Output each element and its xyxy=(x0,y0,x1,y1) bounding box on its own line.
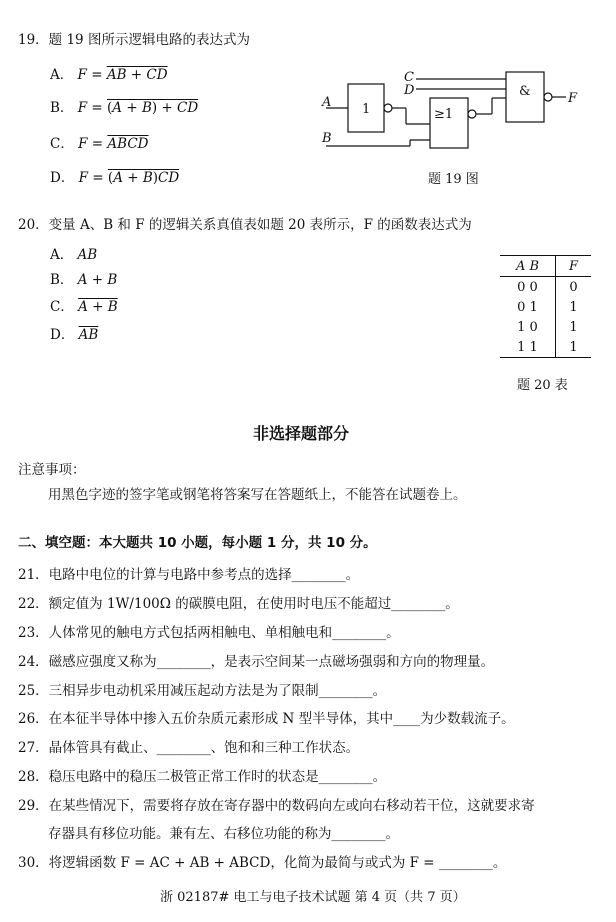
q20-truth-table xyxy=(500,255,591,358)
output-f-label: F xyxy=(568,91,578,106)
part2-heading: 二、填空题：本大题共 10 小题，每小题 1 分，共 10 分。 xyxy=(18,535,377,551)
cell: 1 0 xyxy=(500,317,556,337)
input-b-label: B xyxy=(322,131,332,146)
input-c-label: C xyxy=(404,70,414,85)
cell: 1 xyxy=(569,319,578,335)
table-row xyxy=(500,317,591,337)
question-22: 22．额定值为 1W/100Ω 的碳膜电阻，在使用时电压不能超过________。 xyxy=(18,596,459,612)
input-a-label: A xyxy=(322,95,332,110)
table-row xyxy=(500,297,591,317)
question-30: 30．将逻辑函数 F = AC + AB + ABCD，化简为最简与或式为 F = ________。 xyxy=(18,855,507,871)
table-row xyxy=(500,337,591,358)
header-ab: A B xyxy=(500,256,556,277)
cell: 0 0 xyxy=(500,277,556,298)
option-label: A． xyxy=(50,67,74,83)
option-label: C． xyxy=(50,136,74,152)
q20-table-caption: 题 20 表 xyxy=(517,378,568,393)
q20-stem: 20．变量 A、B 和 F 的逻辑关系真值表如题 20 表所示，F 的函数表达式为 xyxy=(18,217,472,233)
or-gate xyxy=(430,98,468,148)
option-expr: A + B xyxy=(77,272,118,288)
q19-stem: 19．题 19 图所示逻辑电路的表达式为 xyxy=(18,32,250,48)
q20-option-c xyxy=(50,295,118,315)
table-row xyxy=(500,277,591,298)
q19-option-d: D． F = (A + B)CD xyxy=(50,170,180,186)
option-label: C． xyxy=(50,299,74,315)
q19-option-c: C． F = ABCD xyxy=(50,136,149,152)
and-gate-symbol: & xyxy=(519,84,531,99)
question-25: 25．三相异步电动机采用减压起动方法是为了限制________。 xyxy=(18,683,387,699)
q20-option-b xyxy=(50,268,117,288)
and-gate-bubble xyxy=(544,93,552,101)
option-label: A． xyxy=(50,247,74,263)
notice-title: 注意事项： xyxy=(18,462,86,478)
q20-option-d xyxy=(50,323,98,343)
cell: 0 xyxy=(569,279,578,295)
question-27: 27．晶体管具有截止、________、饱和和三种工作状态。 xyxy=(18,740,360,756)
not-gate-bubble xyxy=(384,104,392,112)
option-label: B． xyxy=(50,100,74,116)
option-label: D． xyxy=(50,327,75,343)
cell: 1 1 xyxy=(500,337,556,358)
cell: 1 xyxy=(556,337,592,358)
q20-option-a xyxy=(50,243,97,263)
option-expr: $\overline{AB}$ xyxy=(78,327,99,343)
not-gate-symbol: 1 xyxy=(362,102,371,117)
cell: 1 xyxy=(569,299,578,315)
or-gate-symbol: ≥1 xyxy=(434,107,454,122)
cell: 0 1 xyxy=(500,297,556,317)
question-23: 23．人体常见的触电方式包括两相触电、单相触电和________。 xyxy=(18,625,400,641)
option-expr: A + B xyxy=(78,299,118,315)
question-26: 26．在本征半导体中掺入五价杂质元素形成 N 型半导体，其中____为少数载流子。 xyxy=(18,711,515,727)
header-f: F xyxy=(556,256,592,277)
section-title: 非选择题部分 xyxy=(253,424,350,443)
question-29-line2: 存器具有移位功能。兼有左、右移位功能的称为________。 xyxy=(48,826,399,842)
input-d-label: D xyxy=(404,83,415,98)
q19-logic-circuit xyxy=(318,62,598,162)
page-footer: 浙 02187# 电工与电子技术试题 第 4 页（共 7 页） xyxy=(160,890,466,905)
q19-option-a: A． F = AB + CD xyxy=(50,67,168,83)
question-29-line1: 29．在某些情况下，需要将存放在寄存器中的数码向左或向右移动若干位，这就要求寄 xyxy=(18,798,535,814)
q19-option-b: B． F = (A + B) + CD xyxy=(50,100,199,116)
q19-figure-caption: 题 19 图 xyxy=(428,172,479,187)
option-expr: AB xyxy=(77,247,98,263)
option-label: B． xyxy=(50,272,74,288)
question-24: 24．磁感应强度又称为________，是表示空间某一点磁场强弱和方向的物理量。 xyxy=(18,654,495,670)
question-28: 28．稳压电路中的稳压二极管正常工作时的状态是________。 xyxy=(18,769,387,785)
notice-text: 用黑色字迹的签字笔或钢笔将答案写在答题纸上，不能答在试题卷上。 xyxy=(48,487,467,503)
option-label: D． xyxy=(50,170,75,186)
question-21: 21．电路中电位的计算与电路中参考点的选择________。 xyxy=(18,567,360,583)
or-gate-bubble xyxy=(468,110,476,118)
